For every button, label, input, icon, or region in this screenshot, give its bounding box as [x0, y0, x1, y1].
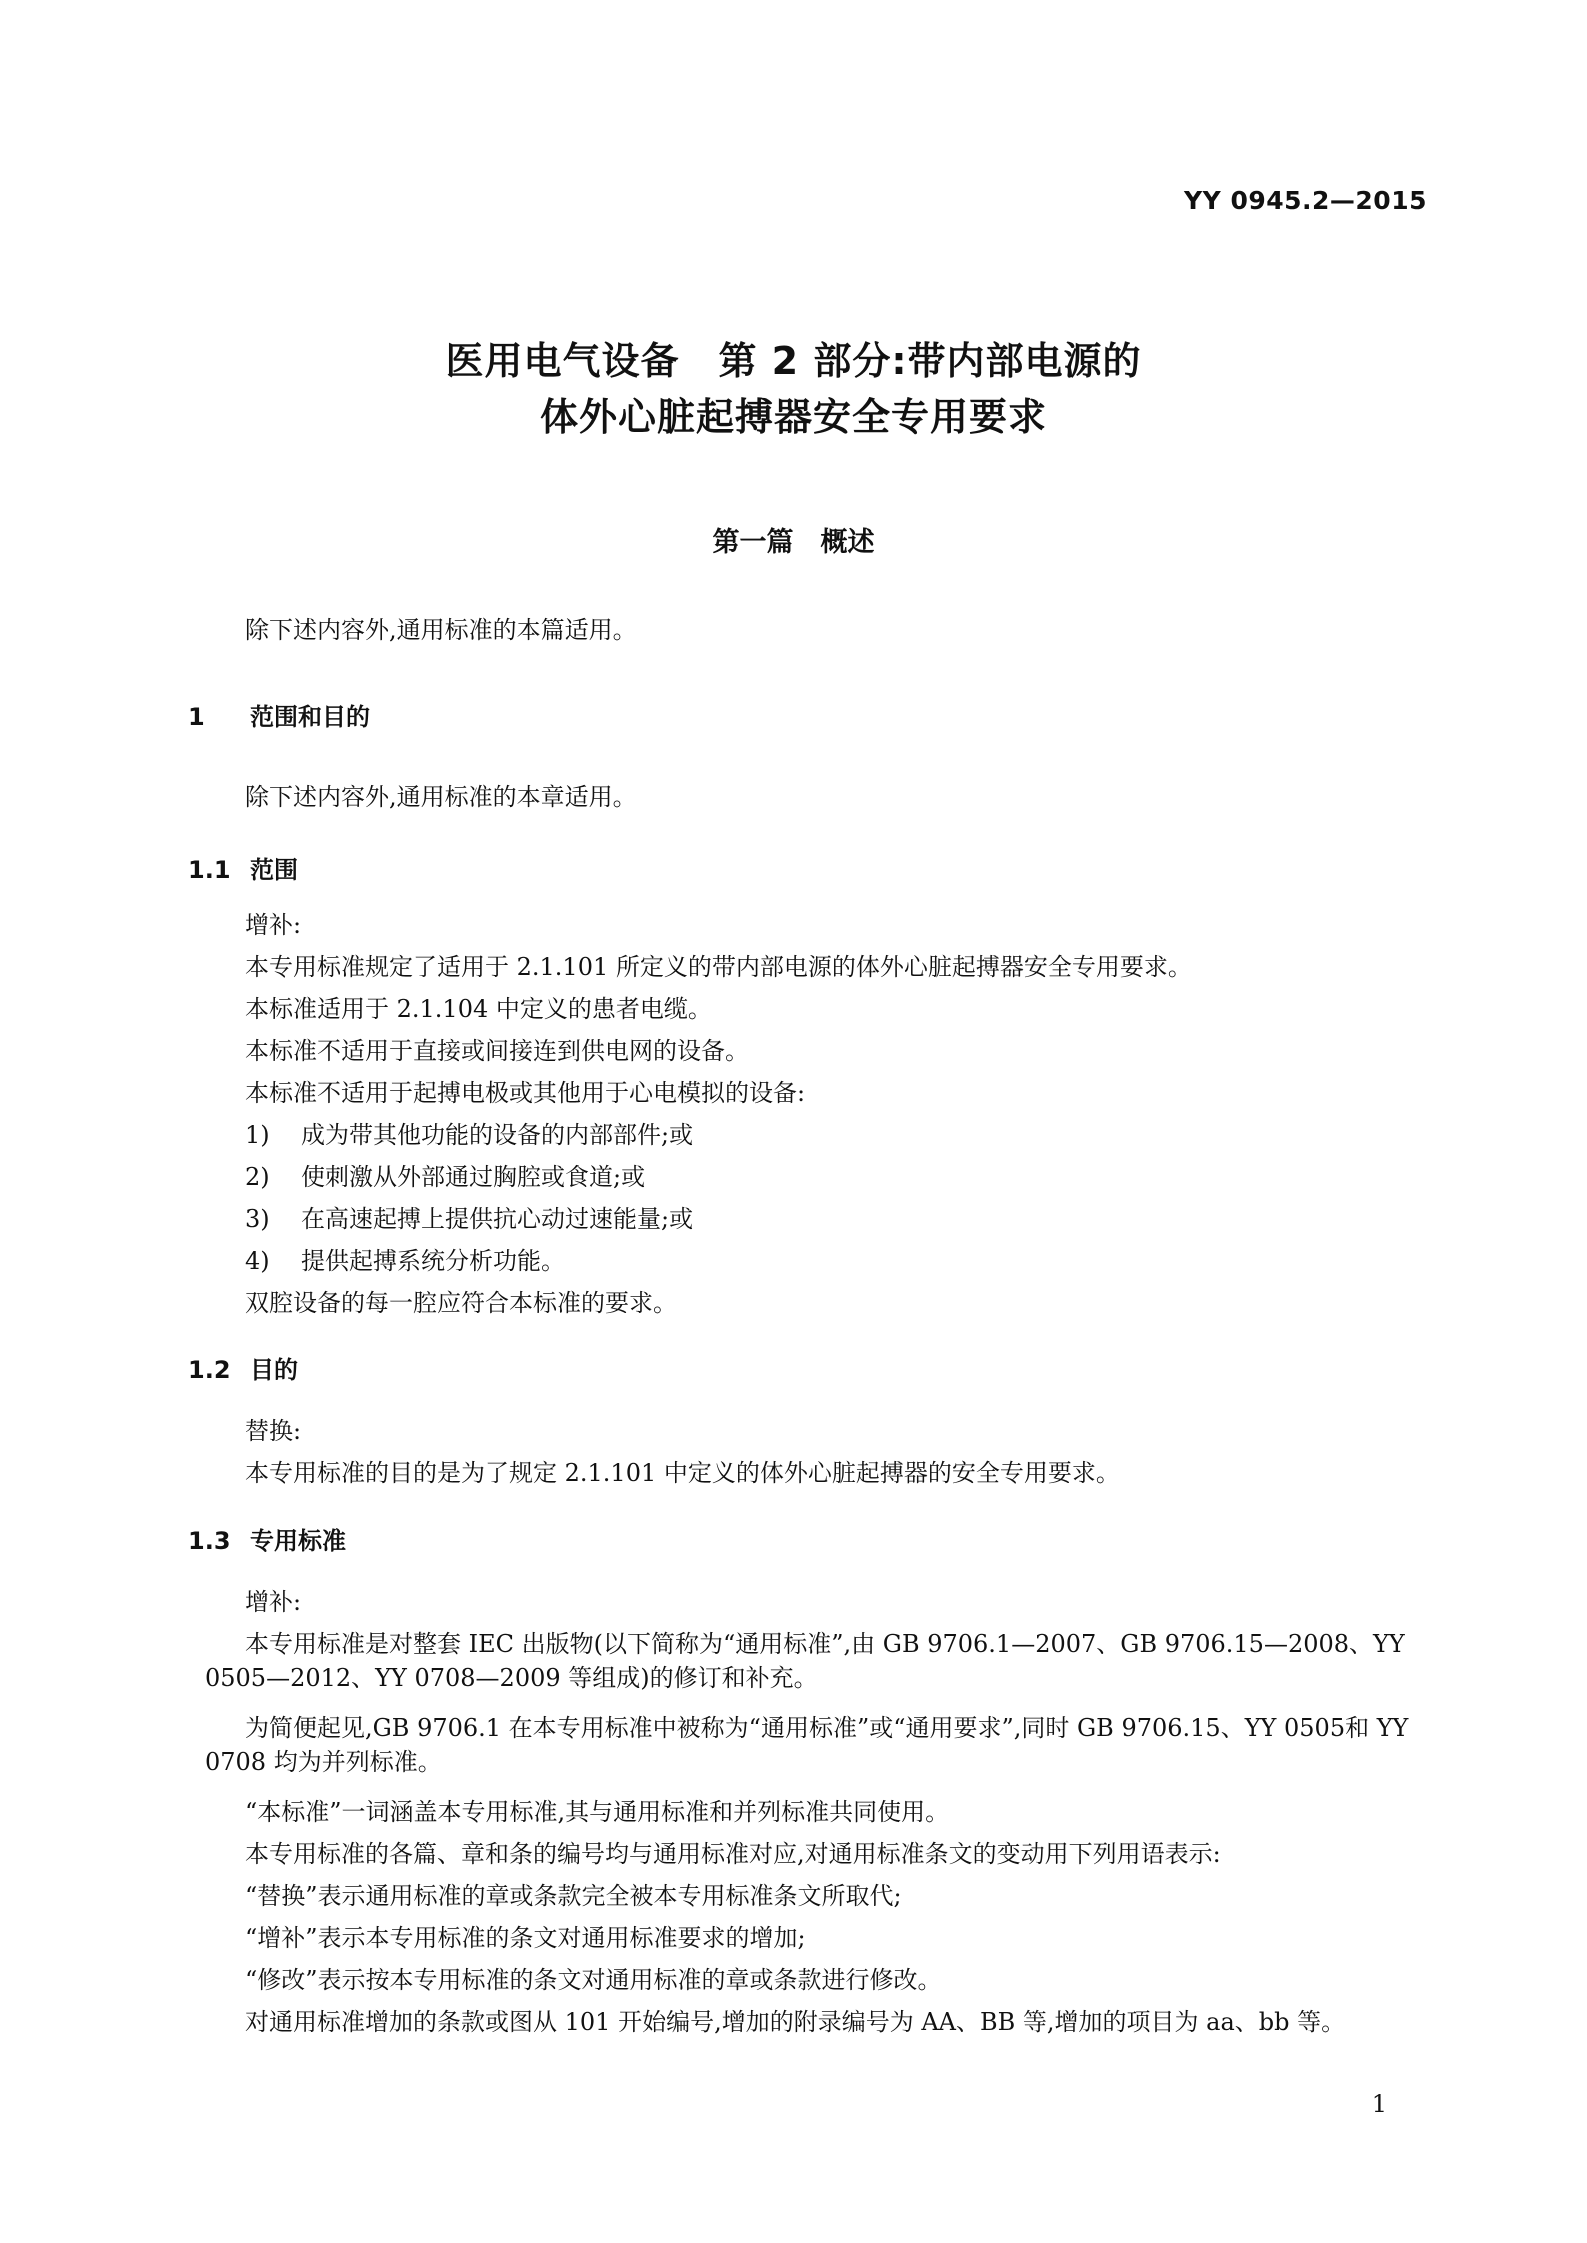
- clause-title: 目的: [250, 1356, 298, 1384]
- part-heading: 第一篇 概述: [712, 527, 875, 558]
- clause-1-2-p1: 本专用标准的目的是为了规定 2.1.101 中定义的体外心脏起搏器的安全专用要求。: [245, 1459, 1120, 1487]
- clause-1-1-p2: 本标准适用于 2.1.104 中定义的患者电缆。: [245, 995, 712, 1023]
- clause-1-1-p3: 本标准不适用于直接或间接连到供电网的设备。: [245, 1037, 749, 1065]
- clause-1-3-label: 增补:: [245, 1588, 302, 1616]
- standard-code: YY 0945.2—2015: [1184, 186, 1427, 215]
- clause-1-3-p8: 对通用标准增加的条款或图从 101 开始编号,增加的附录编号为 AA、BB 等,增加的项目为 aa、bb 等。: [245, 2008, 1346, 2036]
- list-text: 提供起搏系统分析功能。: [301, 1247, 565, 1275]
- clause-1-heading: [188, 697, 370, 732]
- clause-1-3-p3: “本标准”一词涵盖本专用标准,其与通用标准和并列标准共同使用。: [245, 1798, 950, 1826]
- list-item: [245, 1118, 1427, 1152]
- list-text: 使刺激从外部通过胸腔或食道;或: [301, 1163, 646, 1191]
- clause-1-3-p2: 为简便起见,GB 9706.1 在本专用标准中被称为“通用标准”或“通用要求”,同时 GB 9706.15、YY 0505和 YY 0708 均为并列标准。: [205, 1714, 1409, 1776]
- clause-1-3-p4: 本专用标准的各篇、章和条的编号均与通用标准对应,对通用标准条文的变动用下列用语表示:: [245, 1840, 1221, 1868]
- clause-number: 1.3: [188, 1527, 231, 1555]
- clause-title: 专用标准: [250, 1527, 346, 1555]
- clause-1-3-p5: “替换”表示通用标准的章或条款完全被本专用标准条文所取代;: [245, 1882, 902, 1910]
- list-item: [245, 1244, 1427, 1278]
- clause-1-3-p1: 本专用标准是对整套 IEC 出版物(以下简称为“通用标准”,由 GB 9706.1—2007、GB 9706.15—2008、YY 0505—2012、YY 0708—2009 等组成)的修订和补充。: [205, 1630, 1405, 1692]
- document-title-line-2: 体外心脏起搏器安全专用要求: [539, 395, 1047, 439]
- list-index: 3): [245, 1205, 270, 1233]
- clause-number: 1: [188, 703, 205, 731]
- part-intro: 除下述内容外,通用标准的本篇适用。: [245, 616, 637, 644]
- clause-1-3-heading: [188, 1521, 346, 1556]
- clause-1-1-p4: 本标准不适用于起搏电极或其他用于心电模拟的设备:: [245, 1079, 806, 1107]
- clause-1-3-p7: “修改”表示按本专用标准的条文对通用标准的章或条款进行修改。: [245, 1966, 942, 1994]
- clause-1-2-heading: [188, 1350, 298, 1385]
- clause-1-2-label: 替换:: [245, 1417, 302, 1445]
- clause-number: 1.2: [188, 1356, 231, 1384]
- list-text: 成为带其他功能的设备的内部部件;或: [301, 1121, 694, 1149]
- clause-1-intro: 除下述内容外,通用标准的本章适用。: [245, 783, 637, 811]
- list-index: 2): [245, 1163, 270, 1191]
- clause-1-1-label: 增补:: [245, 911, 302, 939]
- clause-1-1-heading: [188, 850, 298, 885]
- clause-title: 范围和目的: [250, 703, 370, 731]
- list-item: [245, 1202, 1427, 1236]
- clause-1-1-p1: 本专用标准规定了适用于 2.1.101 所定义的带内部电源的体外心脏起搏器安全专用要求。: [245, 953, 1192, 981]
- list-item: [245, 1160, 1427, 1194]
- clause-1-3-p6: “增补”表示本专用标准的条文对通用标准要求的增加;: [245, 1924, 806, 1952]
- list-text: 在高速起搏上提供抗心动过速能量;或: [301, 1205, 694, 1233]
- clause-title: 范围: [250, 856, 298, 884]
- list-index: 4): [245, 1247, 270, 1275]
- clause-1-1-p5: 双腔设备的每一腔应符合本标准的要求。: [245, 1289, 677, 1317]
- list-index: 1): [245, 1121, 270, 1149]
- clause-number: 1.1: [188, 856, 231, 884]
- page-number: 1: [1371, 2090, 1387, 2118]
- document-title-line-1: 医用电气设备 第 2 部分:带内部电源的: [445, 339, 1142, 383]
